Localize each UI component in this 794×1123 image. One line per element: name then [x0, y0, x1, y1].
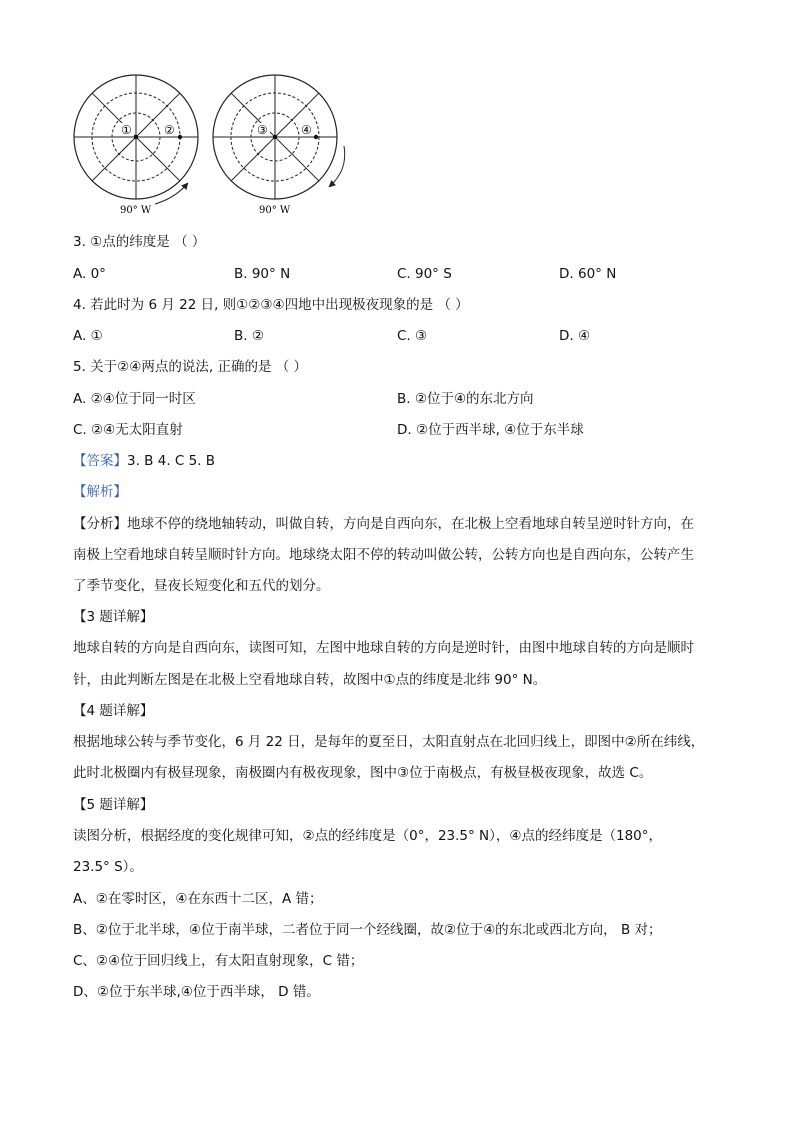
detail4-line-2: 此时北极圈内有极昼现象，南极圈内有极夜现象，图中③位于南极点，有极昼极夜现象，故选 C。 — [73, 765, 653, 781]
q5-option-b: B. ②位于④的东北方向 — [397, 391, 534, 407]
detail3-line-1: 地球自转的方向是自西向东，读图可知，左图中地球自转的方向是逆时针，由图中地球自转的方向是顺时 — [73, 640, 694, 656]
point-2-label: ② — [164, 123, 175, 137]
detail4-tag: 【4 题详解】 — [73, 703, 154, 719]
q3-option-a: A. 0° — [73, 266, 106, 282]
point-4-label: ④ — [301, 123, 312, 137]
left-polar-diagram — [74, 75, 198, 216]
detail5-tag: 【5 题详解】 — [73, 797, 154, 813]
q3-option-c: C. 90° S — [397, 266, 452, 282]
fenxi-line-3: 了季节变化，昼夜长短变化和五代的划分。 — [73, 578, 330, 594]
q3-stem: 3. ①点的纬度是 （ ） — [73, 234, 206, 250]
point-1-label: ① — [121, 123, 132, 137]
q4-option-d: D. ④ — [559, 328, 591, 344]
q3-option-d: D. 60° N — [559, 266, 617, 282]
detail3-line-2: 针，由此判断左图是在北极上空看地球自转，故图中①点的纬度是北纬 90° N。 — [73, 672, 547, 688]
q4-option-b: B. ② — [234, 328, 264, 344]
detail5-option-b: B、②位于北半球，④位于南半球，二者位于同一个经线圈，故②位于④的东北或西北方向， B 对； — [73, 922, 662, 938]
polar-view-figure — [60, 72, 360, 222]
q4-option-a: A. ① — [73, 328, 103, 344]
right-polar-diagram — [213, 75, 345, 216]
detail5-option-d: D、②位于东半球,④位于西半球， D 错。 — [73, 984, 320, 1000]
q5-stem: 5. 关于②④两点的说法, 正确的是 （ ） — [73, 359, 308, 375]
analysis-tag: 【解析】 — [73, 484, 127, 500]
fenxi-line-1: 【分析】地球不停的绕地轴转动，叫做自转，方向是自西向东，在北极上空看地球自转呈逆时针方向，在 — [73, 516, 694, 532]
detail3-tag: 【3 题详解】 — [73, 609, 154, 625]
detail5-option-a: A、②在零时区，④在东西十二区，A 错； — [73, 891, 323, 907]
answer-tag: 【答案】 — [73, 453, 127, 469]
q5-option-c: C. ②④无太阳直射 — [73, 422, 183, 438]
point-3-label: ③ — [257, 123, 268, 137]
answer-line — [73, 451, 215, 471]
answer-text: 3. B 4. C 5. B — [127, 453, 216, 469]
right-longitude-label: 90° W — [259, 205, 291, 216]
q3-option-b: B. 90° N — [234, 266, 291, 282]
fenxi-line-2: 南极上空看地球自转呈顺时针方向。地球绕太阳不停的转动叫做公转，公转方向也是自西向东，公转产生 — [73, 547, 694, 563]
detail5-line-1: 读图分析，根据经度的变化规律可知，②点的经纬度是（0°，23.5° N），④点的经纬度是（180°， — [73, 828, 663, 844]
detail5-line-2: 23.5° S）。 — [73, 859, 143, 875]
q4-option-c: C. ③ — [397, 328, 428, 344]
detail5-option-c: C、②④位于回归线上，有太阳直射现象，C 错； — [73, 953, 364, 969]
q5-option-d: D. ②位于西半球, ④位于东半球 — [397, 422, 584, 438]
q4-stem: 4. 若此时为 6 月 22 日, 则①②③④四地中出现极夜现象的是 （ ） — [73, 297, 469, 313]
q5-option-a: A. ②④位于同一时区 — [73, 391, 196, 407]
left-longitude-label: 90° W — [120, 205, 152, 216]
detail4-line-1: 根据地球公转与季节变化，6 月 22 日，是每年的夏至日，太阳直射点在北回归线上，即图中②所在纬线， — [73, 734, 705, 750]
